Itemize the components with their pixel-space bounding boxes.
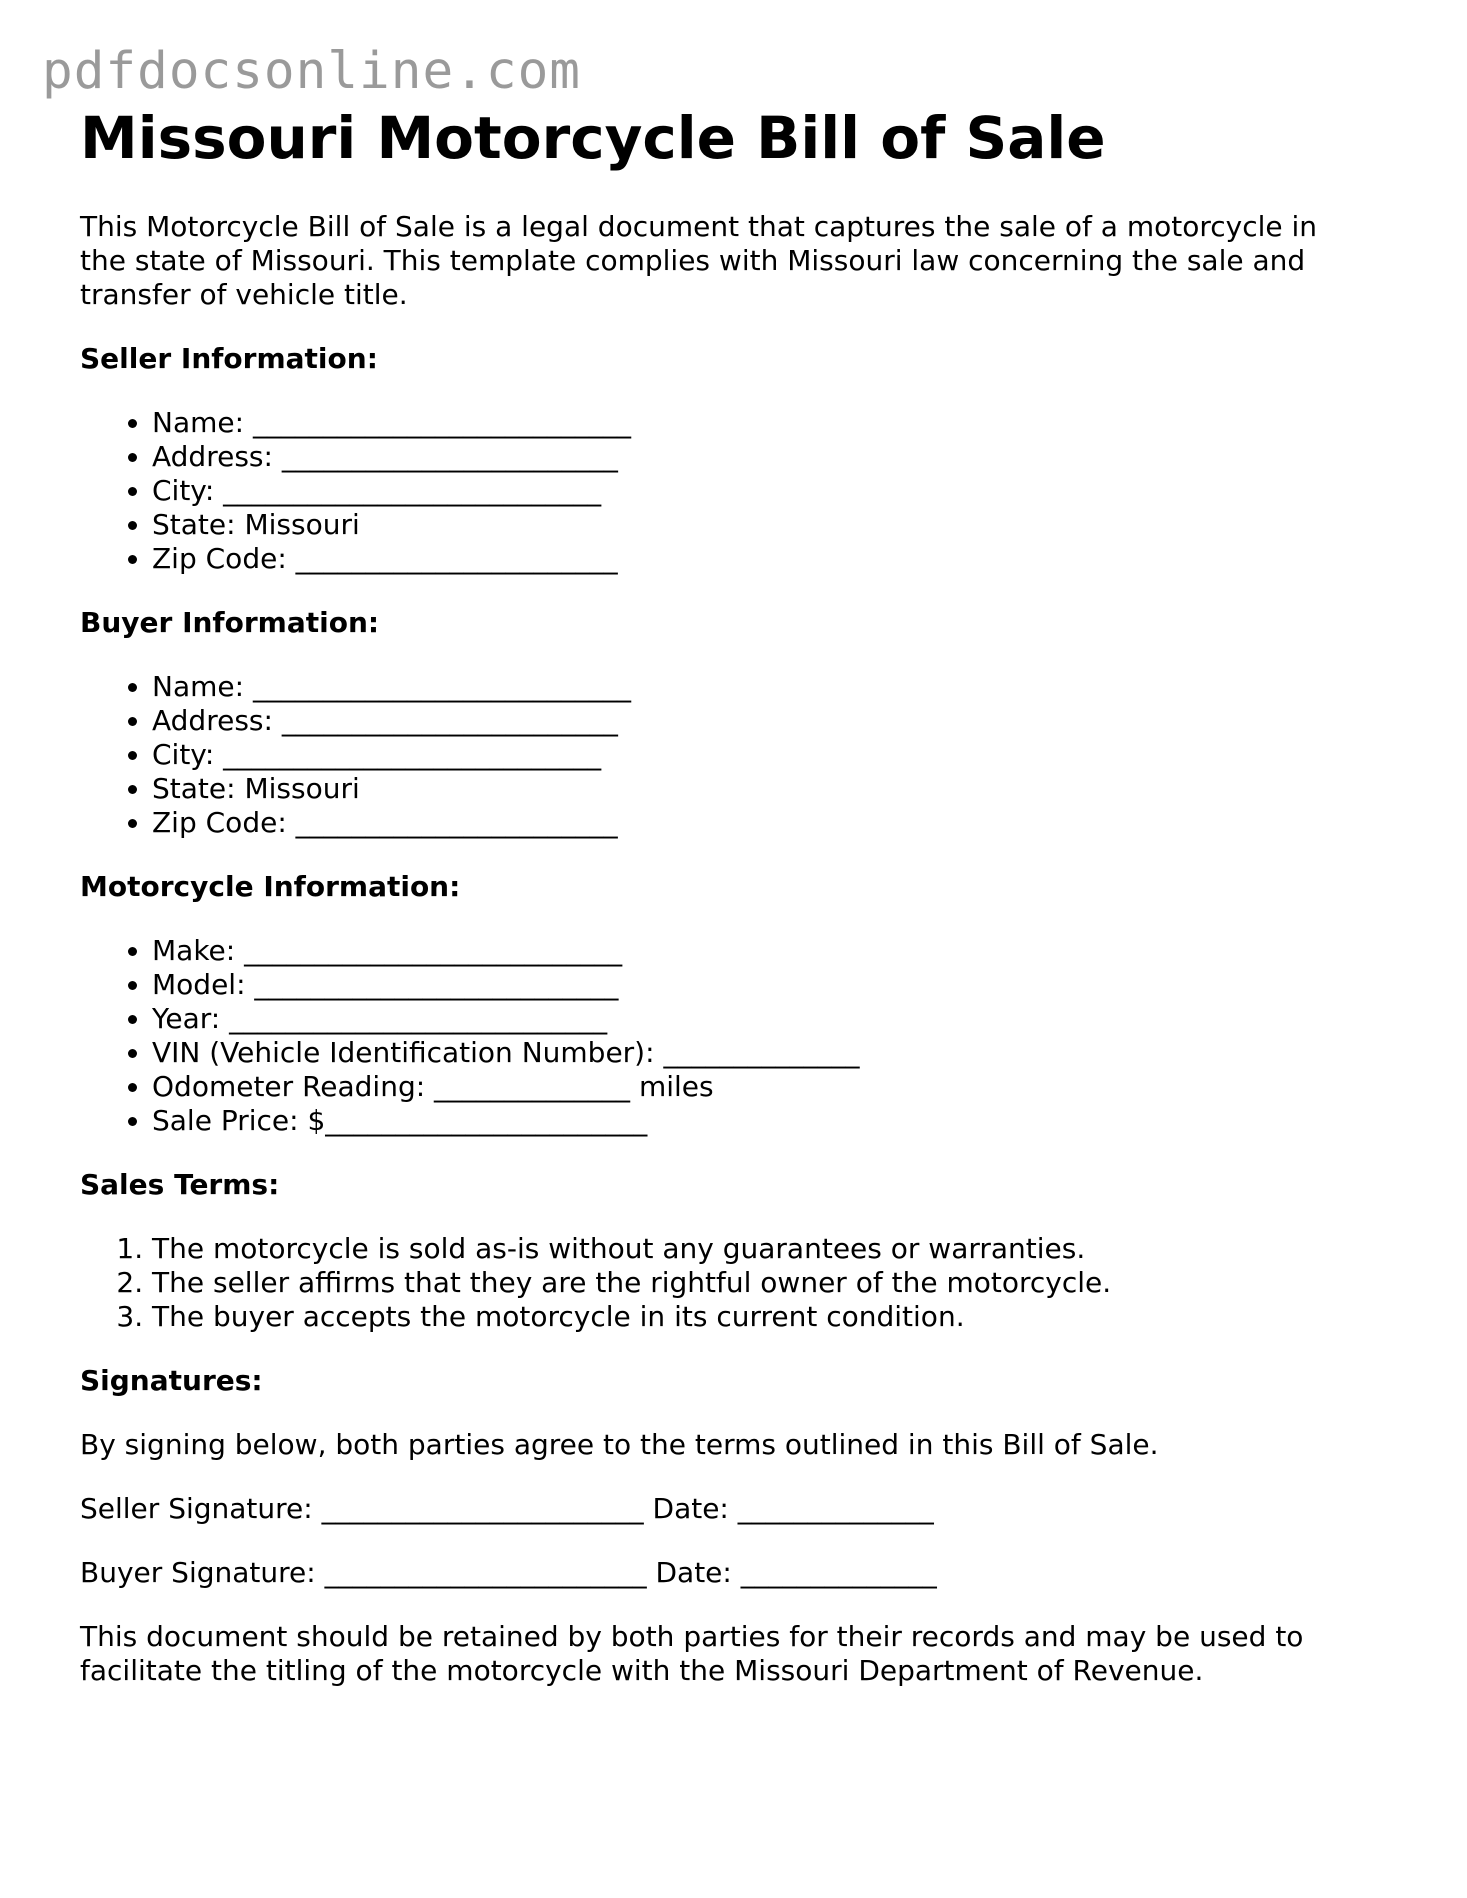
terms-item: 1. The motorcycle is sold as-is without any guarantees or warranties. bbox=[152, 1232, 1400, 1266]
watermark: pdfdocsonline.com bbox=[42, 42, 581, 101]
seller-zip-field: • Zip Code: _______________________ bbox=[152, 542, 1400, 576]
motorcycle-model-field: • Model: __________________________ bbox=[152, 968, 1400, 1002]
footer-note: This document should be retained by both parties for their records and may be used to facilitate the titling of the motorcycle with the Missouri Department of Revenue. bbox=[80, 1620, 1304, 1687]
buyer-zip-field: • Zip Code: _______________________ bbox=[152, 806, 1400, 840]
motorcycle-odometer-field: • Odometer Reading: ______________ miles bbox=[152, 1070, 1400, 1104]
page-title: Missouri Motorcycle Bill of Sale bbox=[80, 104, 1106, 172]
buyer-address-field: • Address: ________________________ bbox=[152, 704, 1400, 738]
buyer-name-field: • Name: ___________________________ bbox=[152, 670, 1400, 704]
seller-heading: Seller Information: bbox=[80, 342, 378, 375]
terms-item: 3. The buyer accepts the motorcycle in its current condition. bbox=[152, 1300, 1400, 1334]
document-page bbox=[80, 104, 1400, 1688]
seller-state-field: • State: Missouri bbox=[152, 508, 1400, 542]
seller-name-field: • Name: ___________________________ bbox=[152, 406, 1400, 440]
terms-heading: Sales Terms: bbox=[80, 1168, 280, 1201]
seller-signature-line: Seller Signature: _______________________ Date: ______________ bbox=[80, 1492, 934, 1525]
motorcycle-list bbox=[80, 934, 1400, 1138]
terms-list bbox=[80, 1232, 1400, 1334]
motorcycle-make-field: • Make: ___________________________ bbox=[152, 934, 1400, 968]
seller-city-field: • City: ___________________________ bbox=[152, 474, 1400, 508]
motorcycle-vin-field: • VIN (Vehicle Identification Number): ______________ bbox=[152, 1036, 1400, 1070]
motorcycle-price-field: • Sale Price: $_______________________ bbox=[152, 1104, 1400, 1138]
motorcycle-year-field: • Year: ___________________________ bbox=[152, 1002, 1400, 1036]
terms-item: 2. The seller affirms that they are the rightful owner of the motorcycle. bbox=[152, 1266, 1400, 1300]
buyer-signature-line: Buyer Signature: _______________________ Date: ______________ bbox=[80, 1556, 937, 1589]
buyer-city-field: • City: ___________________________ bbox=[152, 738, 1400, 772]
buyer-list bbox=[80, 670, 1400, 840]
intro-paragraph: This Motorcycle Bill of Sale is a legal document that captures the sale of a motorcycle in the state of Missouri. This template complies with Missouri law concerning the sale and transfer of vehicle title. bbox=[80, 210, 1318, 311]
signatures-statement: By signing below, both parties agree to the terms outlined in this Bill of Sale. bbox=[80, 1428, 1159, 1461]
motorcycle-heading: Motorcycle Information: bbox=[80, 870, 461, 903]
buyer-state-field: • State: Missouri bbox=[152, 772, 1400, 806]
signatures-heading: Signatures: bbox=[80, 1364, 263, 1397]
seller-address-field: • Address: ________________________ bbox=[152, 440, 1400, 474]
buyer-heading: Buyer Information: bbox=[80, 606, 380, 639]
seller-list bbox=[80, 406, 1400, 576]
